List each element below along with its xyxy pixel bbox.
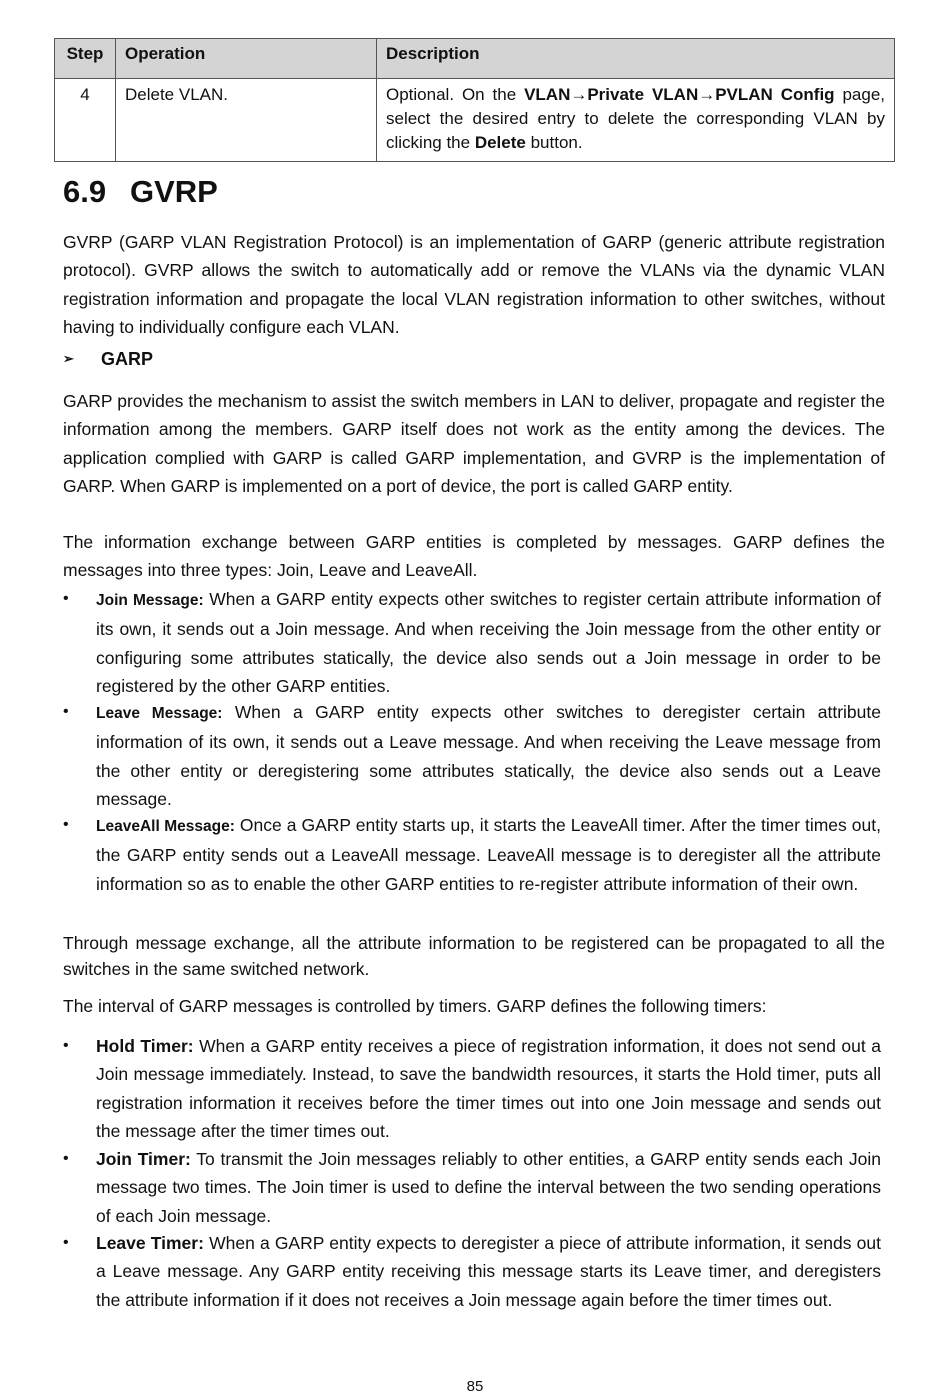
list-item-text: When a GARP entity receives a piece of registration information, it does not send out a Join message immediately. Instead, to save the bandwidth resources, it starts the Hold timer, puts all registration information it receives before the timer times out into one Join message and sends out the message after the timer times out.	[96, 1036, 881, 1141]
cell-step: 4	[55, 79, 116, 162]
section-heading	[63, 174, 218, 210]
interval-paragraph: The interval of GARP messages is controlled by timers. GARP defines the following timers:	[63, 996, 767, 1016]
list-item-term: Join Message:	[96, 592, 204, 609]
list-item	[63, 1145, 885, 1230]
desc-text-c: button.	[525, 133, 583, 152]
desc-delete-term: Delete	[474, 133, 526, 152]
header-description: Description	[377, 39, 895, 79]
cell-description	[377, 79, 895, 162]
bullet-icon: •	[63, 1037, 69, 1054]
section-number: 6.9	[63, 174, 107, 209]
page-number: 85	[466, 1378, 484, 1395]
garp-subheading	[63, 349, 153, 370]
list-item-term: Join Timer:	[96, 1149, 191, 1169]
through-paragraph: Through message exchange, all the attribute information to be registered can be propagated to all the switches in the same switched network.	[63, 933, 885, 979]
header-operation: Operation	[116, 39, 377, 79]
list-item-text: Once a GARP entity starts up, it starts the LeaveAll timer. After the timer times out, the GARP entity sends out a LeaveAll message. LeaveAll message is to deregister all the attribute information so as to enable the other GARP entities to re-register attribute information of their own.	[96, 815, 881, 894]
list-item	[63, 1032, 885, 1145]
table-header-row	[55, 39, 895, 79]
bullet-icon: •	[63, 703, 69, 720]
section-title: GVRP	[130, 174, 218, 209]
arrow-bullet-icon: ➢	[63, 351, 74, 366]
table-row	[55, 79, 895, 162]
bullet-icon: •	[63, 1234, 69, 1251]
garp-paragraph-1: GARP provides the mechanism to assist the switch members in LAN to deliver, propagate and register the information among the members. GARP itself does not work as the entity among the devices. The application complied with GARP is called GARP implementation, and GVRP is the implementation of GARP. When GARP is implemented on a port of device, the port is called GARP entity.	[63, 391, 885, 496]
bullet-icon: •	[63, 1150, 69, 1167]
subheading-title: GARP	[101, 349, 154, 369]
intro-paragraph: GVRP (GARP VLAN Registration Protocol) is an implementation of GARP (generic attribute registration protocol). GVRP allows the switch to automatically add or remove the VLANs via the dynamic VLAN registration information and propagate the local VLAN registration information to other switches, without having to individually configure each VLAN.	[63, 232, 885, 337]
list-item	[63, 585, 885, 700]
desc-text-a: Optional. On the	[386, 85, 525, 104]
list-item-text: When a GARP entity expects to deregister a piece of attribute information, it sends out a Leave message. Any GARP entity receiving this message starts its Leave timer, and deregisters the attribute information if it does not receives a Join message again before the timer times out.	[96, 1233, 881, 1310]
list-item	[63, 698, 885, 813]
list-item	[63, 1229, 885, 1314]
list-item-text: To transmit the Join messages reliably to other entities, a GARP entity sends each Join message two times. The Join timer is used to define the interval between the two sending operations of each Join message.	[96, 1149, 881, 1226]
list-item-term: Leave Timer:	[96, 1233, 204, 1253]
list-item-term: LeaveAll Message:	[96, 818, 235, 835]
list-item-text: When a GARP entity expects other switches to register certain attribute information of its own, it sends out a Join message. And when receiving the Join message from the other entity or configuring some attributes statically, the device also sends out a Join message in order to be registered by the other GARP entities.	[96, 589, 882, 696]
list-item-term: Hold Timer:	[96, 1036, 194, 1056]
list-item-term: Leave Message:	[96, 705, 223, 722]
bullet-icon: •	[63, 590, 69, 607]
garp-paragraph-2: The information exchange between GARP entities is completed by messages. GARP defines the messages into three types: Join, Leave and LeaveAll.	[63, 532, 885, 581]
steps-table	[54, 38, 895, 162]
bullet-icon: •	[63, 816, 69, 833]
desc-menu-path: VLAN→Private VLAN→PVLAN Config	[524, 85, 835, 104]
cell-operation: Delete VLAN.	[116, 79, 377, 162]
list-item-text: When a GARP entity expects other switches to deregister certain attribute information of its own, it sends out a Leave message. And when receiving the Leave message from the other entity or deregistering some attributes statically, the device also sends out a Leave message.	[96, 702, 881, 809]
header-step: Step	[55, 39, 116, 79]
desc-text-b: page, select the desired entry to delete the corresponding VLAN by clicking the	[386, 85, 886, 152]
list-item	[63, 811, 885, 898]
